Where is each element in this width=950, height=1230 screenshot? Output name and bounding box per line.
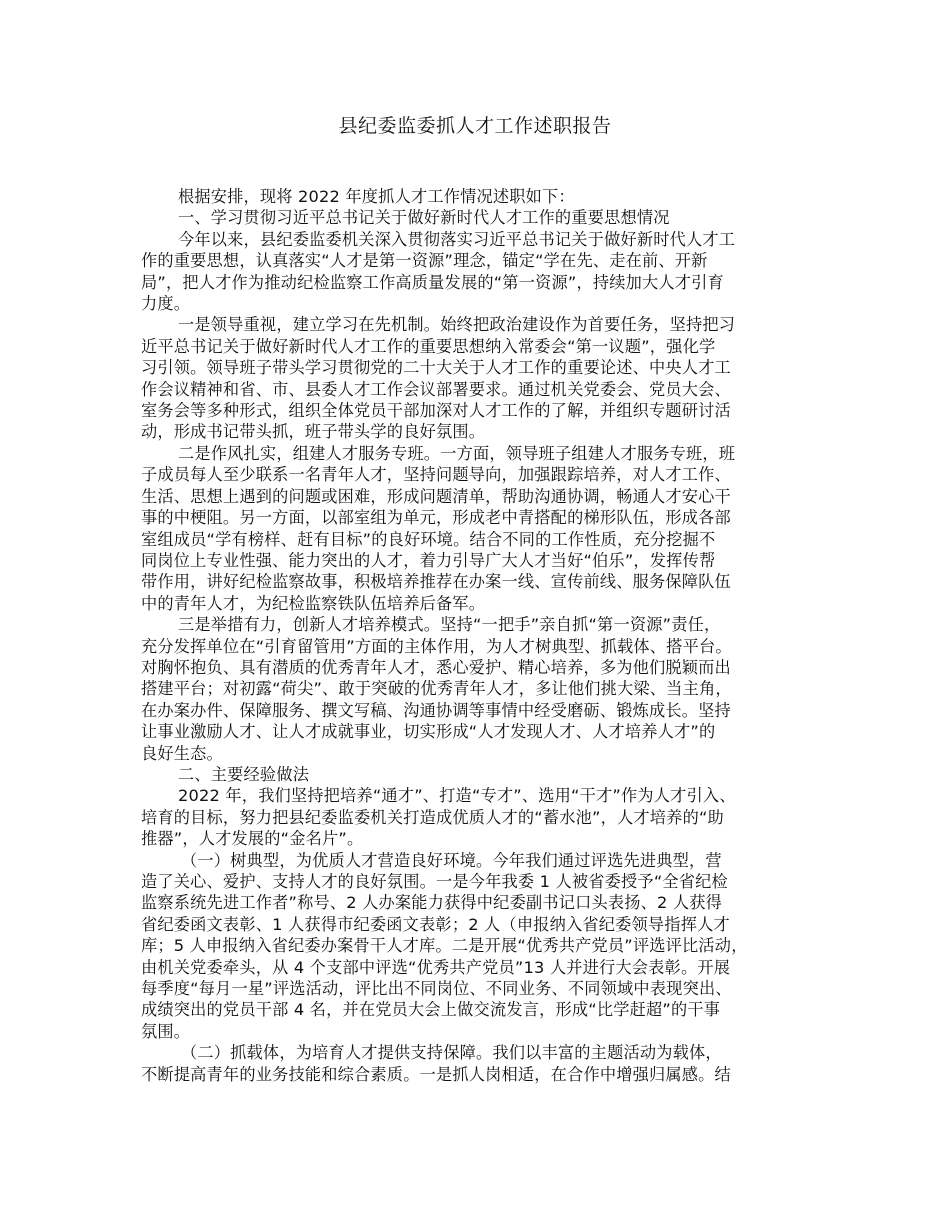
paragraph-line: 在办案办件、保障服务、撰文写稿、沟通协调等事情中经受磨砺、锻炼成长。坚持 — [141, 700, 731, 720]
paragraph-line: 生活、思想上遇到的问题或困难，形成问题清单，帮助沟通协调，畅通人才安心干 — [141, 486, 731, 506]
paragraph-line: 事的中梗阻。另一方面，以部室组为单元，形成老中青搭配的梯形队伍，形成各部 — [141, 508, 731, 528]
paragraph-line: 推器”，人才发展的“金名片”。 — [141, 829, 364, 849]
paragraph-line: 成绩突出的党员干部 4 名，并在党员大会上做交流发言，形成“比学赶超”的干事 — [141, 1000, 721, 1020]
paragraph-line: 带作用，讲好纪检监察故事，积极培养推荐在办案一线、宣传前线、服务保障队伍 — [141, 572, 731, 592]
paragraph-line: 二是作风扎实，组建人才服务专班。一方面，领导班子组建人才服务专班，班 — [178, 443, 736, 463]
paragraph-line: 室务会等多种形式，组织全体党员干部加深对人才工作的了解，并组织专题研讨活 — [141, 401, 731, 421]
paragraph-line: 充分发挥单位在“引育留管用”方面的主体作用，为人才树典型、抓载体、搭平台。 — [141, 636, 732, 656]
paragraph-line: 造了关心、爱护、支持人才的良好氛围。一是今年我委 1 人被省委授予“全省纪检 — [141, 872, 728, 891]
paragraph-line: 近平总书记关于做好新时代人才工作的重要思想纳入常委会“第一议题”，强化学 — [141, 336, 716, 356]
paragraph-line: 作会议精神和省、市、县委人才工作会议部署要求。通过机关党委会、党员大会、 — [141, 379, 731, 399]
section-heading: 二、主要经验做法 — [178, 764, 310, 784]
paragraph-line: 每季度“每月一星”评选活动，评比出不同岗位、不同业务、不同领域中表现突出、 — [141, 979, 732, 999]
paragraph-line: 室组成员“学有榜样、赶有目标”的良好环境。结合不同的工作性质，充分挖掘不 — [141, 529, 716, 549]
paragraph-line: 库；5 人申报纳入省纪委办案骨干人才库。二是开展“优秀共产党员”评选评比活动， — [141, 936, 748, 956]
paragraph-line: 今年以来，县纪委监委机关深入贯彻落实习近平总书记关于做好新时代人才工 — [178, 229, 736, 249]
subsection-line: （一）树典型，为优质人才营造良好环境。今年我们通过评选先进典型，营 — [181, 850, 722, 870]
paragraph-line: 不断提高青年的业务技能和综合素质。一是抓人岗相适，在合作中增强归属感。结 — [141, 1064, 731, 1084]
paragraph-line: 由机关党委牵头，从 4 个支部中评选“优秀共产党员”13 人并进行大会表彰。开展 — [141, 957, 731, 977]
paragraph-line: 中的青年人才，为纪检监察铁队伍培养后备军。 — [141, 593, 486, 613]
paragraph-line: 搭建平台；对初露“荷尖”、敢于突破的优秀青年人才，多让他们挑大梁、当主角， — [141, 679, 732, 699]
paragraph-line: 三是举措有力，创新人才培养模式。坚持“一把手”亲自抓“第一资源”责任， — [178, 615, 721, 635]
document-title: 县纪委监委抓人才工作述职报告 — [338, 115, 612, 137]
paragraph-line: 同岗位上专业性强、能力突出的人才，着力引导广大人才当好“伯乐”，发挥传帮 — [141, 550, 716, 570]
paragraph-line: 氛围。 — [141, 1021, 191, 1041]
paragraph-line: 作的重要思想，认真落实“人才是第一资源”理念，锚定“学在先、走在前、开新 — [141, 251, 708, 271]
paragraph-line: 监察系统先进工作者”称号、2 人办案能力获得中纪委副书记口头表扬、2 人获得 — [141, 893, 723, 913]
paragraph-line: 局”，把人才作为推动纪检监察工作高质量发展的“第一资源”，持续加大人才引育 — [141, 272, 724, 292]
paragraph-line: 子成员每人至少联系一名青年人才，坚持问题导向，加强跟踪培养，对人才工作、 — [141, 465, 731, 485]
paragraph-line: 力度。 — [141, 294, 191, 314]
paragraph-line: 动，形成书记带头抓，班子带头学的良好氛围。 — [141, 422, 486, 442]
paragraph-line: 习引领。领导班子带头学习贯彻党的二十大关于人才工作的重要论述、中央人才工 — [141, 358, 731, 378]
paragraph-line: 良好生态。 — [141, 743, 223, 763]
section-heading: 一、学习贯彻习近平总书记关于做好新时代人才工作的重要思想情况 — [178, 208, 670, 228]
subsection-line: （二）抓载体，为培育人才提供支持保障。我们以丰富的主题活动为载体， — [181, 1043, 722, 1063]
paragraph-line: 培育的目标，努力把县纪委监委机关打造成优质人才的“蓄水池”，人才培养的“助 — [141, 807, 724, 827]
paragraph-line: 省纪委函文表彰、1 人获得市纪委函文表彰；2 人（申报纳入省纪委领导指挥人才 — [141, 914, 730, 934]
paragraph-line: 根据安排，现将 2022 年度抓人才工作情况述职如下： — [178, 187, 575, 206]
paragraph-line: 让事业激励人才、让人才成就事业，切实形成“人才发现人才、人才培养人才”的 — [141, 722, 716, 742]
paragraph-line: 一是领导重视，建立学习在先机制。始终把政治建设作为首要任务，坚持把习 — [178, 315, 736, 335]
paragraph-line: 对胸怀抱负、具有潜质的优秀青年人才，悉心爱护、精心培养，多为他们脱颖而出 — [141, 657, 731, 677]
paragraph-line: 2022 年，我们坚持把培养“通才”、打造“专才”、选用“干才”作为人才引入、 — [178, 786, 736, 806]
document-body — [141, 186, 841, 1085]
